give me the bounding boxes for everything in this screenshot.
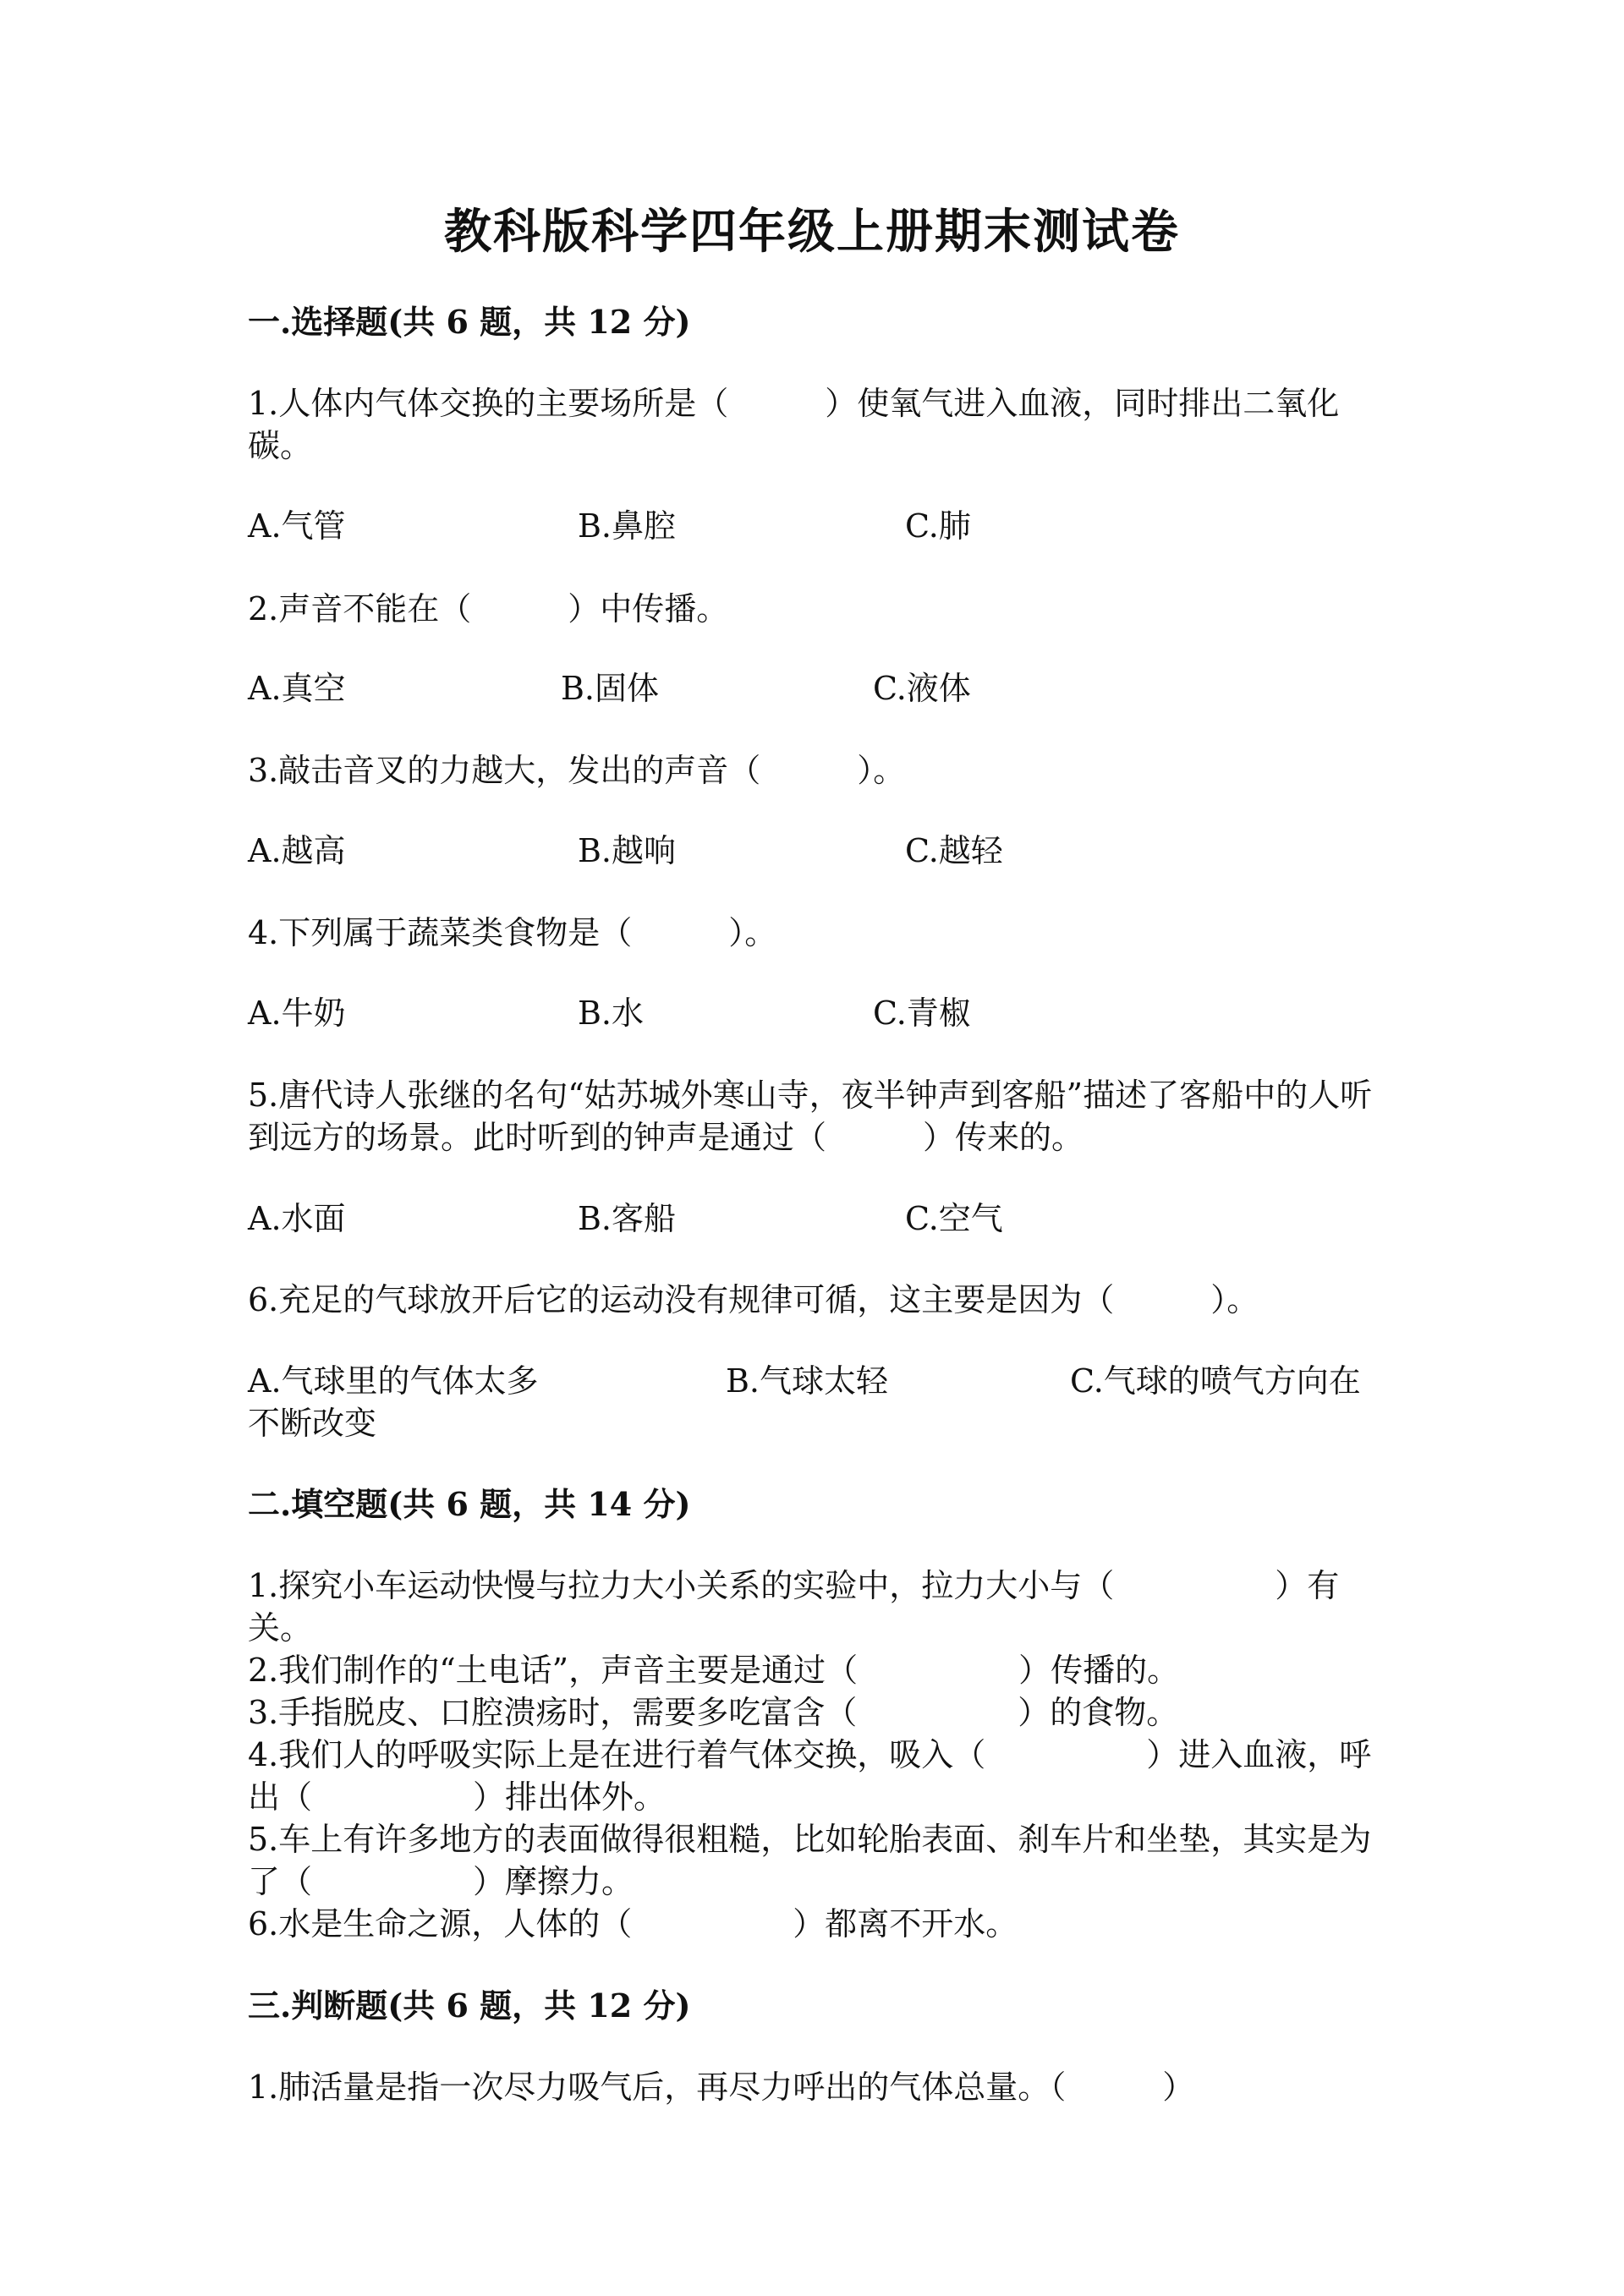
choice-1-option-a: A.气管 (248, 507, 346, 545)
choice-5-option-a: A.水面 (248, 1200, 346, 1237)
choice-4-option-c: C.青椒 (873, 995, 971, 1032)
choice-2-option-a: A.真空 (248, 670, 346, 707)
fill-question-4: 4.我们人的呼吸实际上是在进行着气体交换，吸入（ ）进入血液，呼出（ ）排出体外。 (248, 1736, 1372, 1816)
choice-3-option-a: A.越高 (248, 832, 346, 869)
fill-question-1: 1.探究小车运动快慢与拉力大小关系的实验中，拉力大小与（ ）有关。 (248, 1567, 1340, 1647)
choice-1-option-c: C.肺 (905, 507, 971, 545)
choice-2-option-b: B.固体 (561, 670, 660, 707)
section-heading-choice: 一.选择题(共 6 题，共 12 分) (248, 303, 691, 341)
fill-question-5: 5.车上有许多地方的表面做得很粗糙，比如轮胎表面、刹车片和坐垫，其实是为了（ ）摩擦力。 (248, 1821, 1372, 1900)
choice-3-option-b: B.越响 (578, 832, 677, 869)
choice-1-option-b: B.鼻腔 (578, 507, 677, 545)
choice-3-option-c: C.越轻 (905, 832, 1003, 869)
choice-6-option-c: C.气球的喷气方向在 (1070, 1362, 1361, 1400)
section-heading-fill: 二.填空题(共 6 题，共 14 分) (248, 1485, 691, 1523)
choice-question-5: 5.唐代诗人张继的名句“姑苏城外寒山寺，夜半钟声到客船”描述了客船中的人听到远方的场景。此时听到的钟声是通过（ ）传来的。 (248, 1077, 1373, 1156)
choice-6-option-b: B.气球太轻 (726, 1362, 889, 1400)
section-heading-judge: 三.判断题(共 6 题，共 12 分) (248, 1986, 691, 2025)
choice-5-option-c: C.空气 (905, 1200, 1003, 1237)
choice-4-option-b: B.水 (578, 995, 645, 1032)
fill-question-2: 2.我们制作的“土电话”，声音主要是通过（ ）传播的。 (248, 1652, 1180, 1689)
fill-question-3: 3.手指脱皮、口腔溃疡时，需要多吃富含（ ）的食物。 (248, 1694, 1179, 1731)
choice-question-3: 3.敲击音叉的力越大，发出的声音（ ）。 (248, 752, 906, 789)
page-title: 教科版科学四年级上册期末测试卷 (444, 204, 1180, 260)
choice-question-6: 6.充足的气球放开后它的运动没有规律可循，这主要是因为（ ）。 (248, 1281, 1259, 1318)
choice-6-option-c-continued: 不断改变 (248, 1405, 377, 1442)
choice-question-1: 1.人体内气体交换的主要场所是（ ）使氧气进入血液，同时排出二氧化碳。 (248, 385, 1340, 464)
choice-question-2: 2.声音不能在（ ）中传播。 (248, 590, 729, 627)
choice-question-4: 4.下列属于蔬菜类食物是（ ）。 (248, 914, 777, 951)
choice-5-option-b: B.客船 (578, 1200, 677, 1237)
choice-4-option-a: A.牛奶 (248, 995, 346, 1032)
judge-question-1: 1.肺活量是指一次尽力吸气后，再尽力呼出的气体总量。（ ） (248, 2069, 1195, 2106)
choice-6-option-a: A.气球里的气体太多 (248, 1362, 539, 1400)
choice-2-option-c: C.液体 (873, 670, 971, 707)
fill-question-6: 6.水是生命之源，人体的（ ）都离不开水。 (248, 1905, 1018, 1943)
